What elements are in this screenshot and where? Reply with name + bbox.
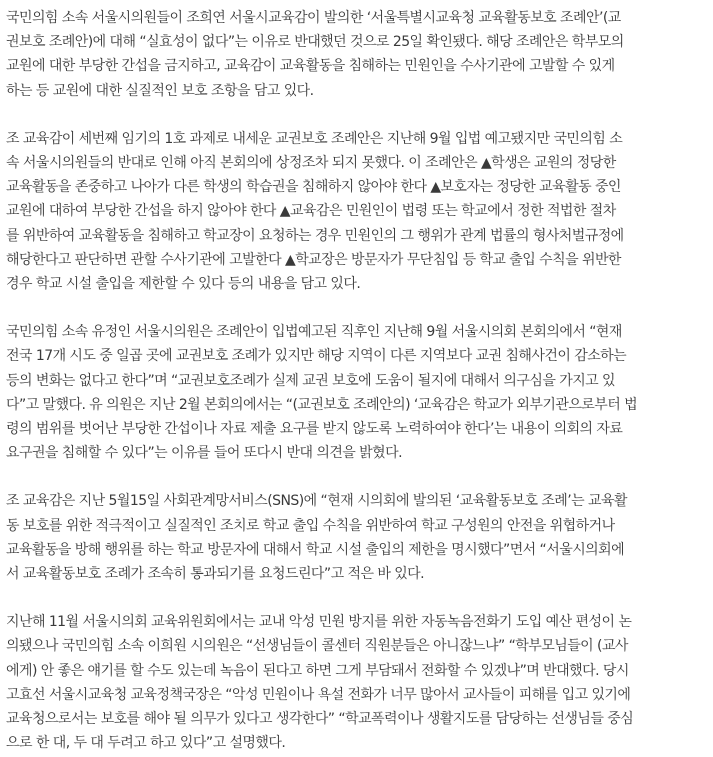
- article-paragraph-1: [6, 6, 705, 103]
- paragraph-line: 경우 학교 시설 출입을 제한할 수 있다 등의 내용을 담고 있다.: [6, 276, 361, 293]
- paragraph-line: 에게) 안 좋은 얘기를 할 수도 있는데 녹음이 된다고 하면 그게 부담돼서 전화할 수 있겠냐”며 반대했다. 당시: [6, 662, 629, 679]
- paragraph-line: 권보호 조례안)에 대해 “실효성이 없다”는 이유로 반대했던 것으로 25일 확인됐다. 해당 조례안은 학부모의: [6, 34, 624, 51]
- paragraph-line: 속 서울시의원들의 반대로 인해 아직 본회의에 상정조차 되지 못했다. 이 조례안은 ▲학생은 교원의 정당한: [6, 155, 616, 172]
- article-paragraph-3: [6, 320, 705, 465]
- paragraph-line: 령의 범위를 벗어난 부당한 간섭이나 자료 제출 요구를 받지 않도록 노력하여야 한다’는 내용이 의회의 자료: [6, 421, 623, 438]
- paragraph-line: 서 교육활동보호 조례가 조속히 통과되기를 요청드린다”고 적은 바 있다.: [6, 566, 425, 583]
- paragraph-line: 동 보호를 위한 적극적이고 실질적인 조치로 학교 출입 수칙을 위반하여 학교 구성원의 안전을 위협하거나: [6, 517, 615, 534]
- paragraph-line: 국민의힘 소속 유정인 서울시의원은 조례안이 입법예고된 직후인 지난해 9월 서울시의회 본회의에서 “현재: [6, 324, 622, 341]
- paragraph-line: 등의 변화는 없다고 한다”며 “교권보호조례가 실제 교권 보호에 도움이 될지에 대해서 의구심을 가지고 있: [6, 372, 616, 389]
- paragraph-line: 교육활동을 방해 행위를 하는 학교 방문자에 대해서 학교 시설 출입의 제한을 명시했다”면서 “서울시의회에: [6, 541, 625, 558]
- paragraph-line: 교원에 대한 부당한 간섭을 금지하고, 교육감이 교육활동을 침해하는 민원인을 수사기관에 고발할 수 있게: [6, 58, 615, 75]
- paragraph-line: 요구권을 침해할 수 있다”는 이유를 들어 또다시 반대 의견을 밝혔다.: [6, 445, 403, 462]
- article-paragraph-2: [6, 127, 705, 296]
- article-paragraph-5: [6, 610, 705, 755]
- paragraph-line: 의됐으나 국민의힘 소속 이희원 시의원은 “선생님들이 콜센터 직원분들은 아니잖느냐” “학부모님들이 (교사: [6, 638, 628, 655]
- paragraph-line: 고효선 서울시교육청 교육정책국장은 “악성 민원이나 욕설 전화가 너무 많아서 교사들이 피해를 입고 있기에: [6, 686, 631, 703]
- paragraph-line: 를 위반하여 교육활동을 침해하고 학교장이 요청하는 경우 민원인의 그 행위가 관계 법률의 형사처벌규정에: [6, 227, 624, 244]
- paragraph-line: 지난해 11월 서울시의회 교육위원회에서는 교내 악성 민원 방지를 위한 자동녹음전화기 도입 예산 편성이 논: [6, 614, 632, 631]
- paragraph-line: 다”고 말했다. 유 의원은 지난 2월 본회의에서는 “(교권보호 조례안의) ‘교육감은 학교가 외부기관으로부터 법: [6, 396, 638, 413]
- paragraph-line: 하는 등 교원에 대한 실질적인 보호 조항을 담고 있다.: [6, 82, 314, 99]
- paragraph-line: 교육활동을 존중하고 나아가 다른 학생의 학습권을 침해하지 않아야 한다 ▲보호자는 정당한 교육활동 중인: [6, 179, 621, 196]
- paragraph-line: 국민의힘 소속 서울시의원들이 조희연 서울시교육감이 발의한 ‘서울특별시교육청 교육활동보호 조례안’(교: [6, 10, 621, 26]
- paragraph-line: 조 교육감은 지난 5월15일 사회관계망서비스(SNS)에 “현재 시의회에 발의된 ‘교육활동보호 조례’는 교육활: [6, 493, 627, 510]
- paragraph-line: 전국 17개 시도 중 일곱 곳에 교권보호 조례가 있지만 해당 지역이 다른 지역보다 교권 침해사건이 감소하는: [6, 348, 627, 365]
- paragraph-line: 조 교육감이 세번째 임기의 1호 과제로 내세운 교권보호 조례안은 지난해 9월 입법 예고됐지만 국민의힘 소: [6, 130, 623, 147]
- paragraph-line: 교원에 대하여 부당한 간섭을 하지 않아야 한다 ▲교육감은 민원인이 법령 또는 학교에서 정한 적법한 절차: [6, 203, 616, 220]
- article-paragraph-4: [6, 489, 705, 586]
- paragraph-line: 해당한다고 판단하면 관할 수사기관에 고발한다 ▲학교장은 방문자가 무단침입 등 학교 출입 수칙을 위반한: [6, 251, 621, 268]
- paragraph-line: 교육청으로서는 보호를 해야 될 의무가 있다고 생각한다” “학교폭력이나 생활지도를 담당하는 선생님들 중심: [6, 711, 634, 728]
- paragraph-line: 으로 한 대, 두 대 두려고 하고 있다”고 설명했다.: [6, 735, 286, 752]
